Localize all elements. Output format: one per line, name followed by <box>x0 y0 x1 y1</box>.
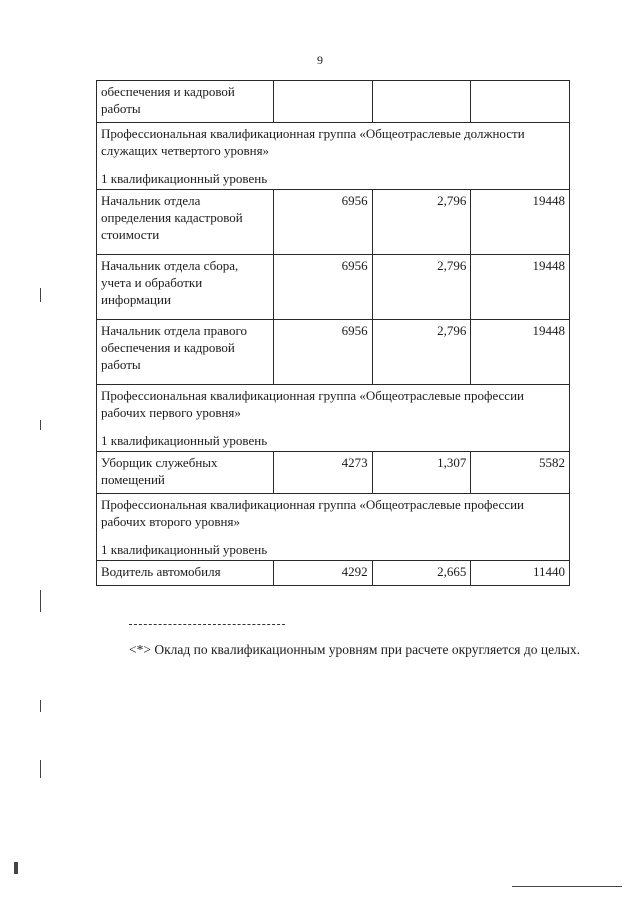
base-salary: 6956 <box>274 320 373 385</box>
base-salary: 6956 <box>274 190 373 255</box>
group-header <box>97 123 570 190</box>
scan-artifact <box>40 590 41 612</box>
table-row <box>97 190 570 255</box>
total-salary: 19448 <box>471 255 570 320</box>
scan-artifact <box>512 886 622 887</box>
scan-artifact <box>40 288 41 302</box>
table-row <box>97 255 570 320</box>
group-title: Профессиональная квалификационная группа «Общеотраслевые профессии рабочих первого уровня» <box>101 388 524 420</box>
table-row <box>97 452 570 494</box>
footnote-text: <*> Оклад по квалификационным уровням при расчете округляется до целых. <box>129 642 581 657</box>
coefficient: 2,796 <box>372 255 471 320</box>
scan-artifact <box>40 760 41 778</box>
base-salary: 6956 <box>274 255 373 320</box>
coefficient: 2,796 <box>372 320 471 385</box>
total-salary <box>471 81 570 123</box>
qualification-level: 1 квалификационный уровень <box>101 542 268 557</box>
table-row <box>97 81 570 123</box>
position-name: Уборщик служебных помещений <box>97 452 274 494</box>
group-header-row <box>97 123 570 190</box>
position-name: Начальник отдела определения кадастровой стоимости <box>97 190 274 255</box>
coefficient: 2,796 <box>372 190 471 255</box>
position-name: Начальник отдела правого обеспечения и кадровой работы <box>97 320 274 385</box>
total-salary: 19448 <box>471 320 570 385</box>
position-name: Водитель автомобиля <box>97 561 274 586</box>
position-name: обеспечения и кадровой работы <box>97 81 274 123</box>
group-header <box>97 385 570 452</box>
position-name: Начальник отдела сбора, учета и обработки информации <box>97 255 274 320</box>
total-salary: 11440 <box>471 561 570 586</box>
scan-artifact <box>40 700 41 712</box>
group-title: Профессиональная квалификационная группа «Общеотраслевые должности служащих четвертого уровня» <box>101 126 525 158</box>
qualification-level: 1 квалификационный уровень <box>101 171 268 186</box>
coefficient: 2,665 <box>372 561 471 586</box>
group-header-row <box>97 494 570 561</box>
qualification-level: 1 квалификационный уровень <box>101 433 268 448</box>
total-salary: 19448 <box>471 190 570 255</box>
table-row <box>97 561 570 586</box>
footnote-separator <box>129 624 285 625</box>
group-header <box>97 494 570 561</box>
coefficient: 1,307 <box>372 452 471 494</box>
salary-table <box>96 80 570 586</box>
base-salary <box>274 81 373 123</box>
group-title: Профессиональная квалификационная группа «Общеотраслевые профессии рабочих второго уровня» <box>101 497 524 529</box>
base-salary: 4292 <box>274 561 373 586</box>
scan-artifact <box>14 862 18 874</box>
scan-artifact <box>40 420 41 430</box>
table-row <box>97 320 570 385</box>
coefficient <box>372 81 471 123</box>
group-header-row <box>97 385 570 452</box>
base-salary: 4273 <box>274 452 373 494</box>
page-number: 9 <box>317 53 323 67</box>
total-salary: 5582 <box>471 452 570 494</box>
